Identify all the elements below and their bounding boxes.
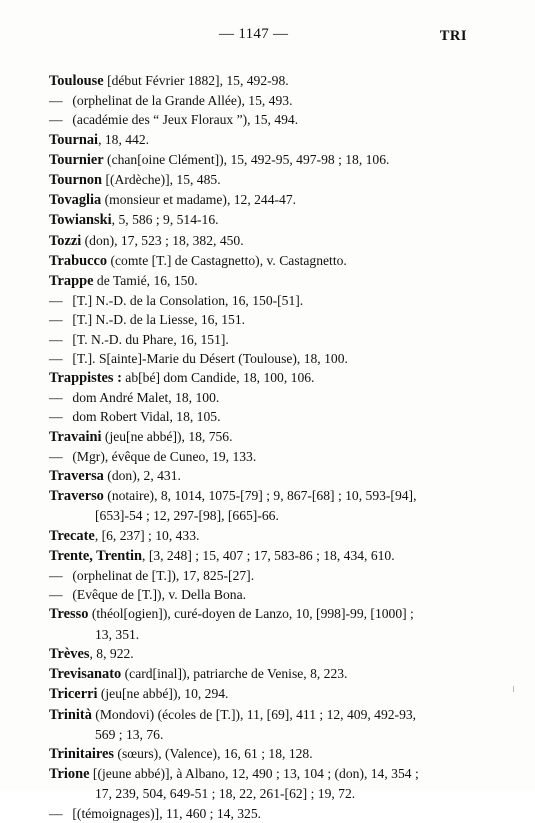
entry-text: [(témoignages)], 11, 460 ; 14, 325. [69,805,262,821]
entry-text: (notaire), 8, 1014, 1075-[79] ; 9, 867-[68] ; 10, 593-[94], [103,488,417,504]
entry-dash: — [49,409,63,425]
entry-line [49,251,489,271]
index-entry [49,705,489,744]
entry-text: (orphelinat de la Grande Allée), 15, 493. [69,93,293,109]
entry-text: (Evêque de [T.]), v. Della Bona. [69,587,247,603]
index-entry [49,764,489,803]
entry-headword: Trappistes : [49,370,122,387]
index-entry [49,130,489,150]
sub-entry [49,585,489,604]
index-entry [49,150,489,170]
sub-entry [49,310,489,329]
entry-headword: Trecate [49,527,95,544]
entry-line [49,664,489,684]
entry-text: [T.] N.-D. de la Consolation, 16, 150-[51]. [69,293,304,309]
entry-headword: Tournon [49,172,103,189]
entry-text: , [3, 248] ; 15, 407 ; 17, 583-86 ; 18, 434, 610. [142,547,395,563]
entry-text: dom André Malet, 18, 100. [69,390,220,406]
index-entry [49,744,489,764]
entry-line [49,546,489,566]
entry-line [49,804,489,823]
entry-text: (académie des “ Jeux Floraux ”), 15, 494. [69,112,299,128]
entry-line [49,150,489,170]
entry-text: de Tamié, 16, 150. [93,273,198,289]
entry-line [49,566,489,585]
entry-headword: Trèves [49,645,90,662]
entry-text: [T.] N.-D. de la Liesse, 16, 151. [69,312,246,328]
entry-line [49,71,489,91]
entry-line [49,91,489,110]
sub-entry [49,407,489,426]
sub-entry [49,447,489,466]
entry-line [49,447,489,466]
entry-line [49,466,489,486]
index-entry [49,684,489,704]
entry-headword: Traversa [49,468,104,485]
entry-text: , 5, 586 ; 9, 514-16. [111,212,219,228]
entry-line [49,764,489,784]
index-entry [49,526,489,546]
entry-headword: Tovaglia [49,192,102,209]
entry-dash: — [49,331,63,347]
entry-text: , [6, 237] ; 10, 433. [94,527,200,543]
index-entry [49,210,489,230]
entry-text: (orphelinat de [T.]), 17, 825-[27]. [69,568,255,584]
entry-continuation: [653]-54 ; 12, 297-[98], [665]-66. [95,508,279,524]
index-entry [49,231,489,251]
entry-line [49,427,489,447]
entry-line [49,486,489,506]
entry-line [49,330,489,349]
sub-entry [49,388,489,407]
entry-text: (Mondovi) (écoles de [T.]), 11, [69], 411 ; 12, 409, 492-93, [91,706,417,722]
index-entry [49,170,489,190]
entry-headword: Tozzi [49,232,82,249]
index-entry [49,466,489,486]
entry-headword: Toulouse [49,73,104,89]
entry-line [49,130,489,150]
entry-headword: Trabucco [49,252,108,269]
entry-headword: Towianski [49,212,112,229]
entry-dash: — [49,112,63,128]
margin-mark [513,686,514,692]
entry-line [49,585,489,604]
index-entry [49,644,489,664]
sub-entry [49,566,489,585]
entry-dash: — [49,448,63,464]
sub-entry [49,91,489,110]
entry-line [49,110,489,129]
sub-entry [49,110,489,129]
entry-line [49,684,489,704]
entry-headword: Trione [49,766,90,783]
entry-line [49,604,489,624]
entry-line [49,170,489,190]
entry-headword: Trinitaires [49,745,115,762]
entry-headword: Tresso [49,606,89,623]
page-header [0,26,535,46]
entry-text: (comte [T.] de Castagnetto), v. Castagnetto. [107,252,347,268]
page-number: — 1147 — [219,26,289,42]
sub-entry [49,804,489,823]
entry-headword: Traverso [49,488,104,505]
entry-continuation: 569 ; 13, 76. [95,726,164,742]
entry-headword: Tricerri [49,686,98,703]
index-entry [49,604,489,643]
entry-dash: — [49,293,63,309]
entry-text: (don), 17, 523 ; 18, 382, 450. [81,232,244,248]
entry-line [49,407,489,426]
entry-line [49,349,489,368]
entry-dash: — [49,93,63,109]
entry-text: (jeu[ne abbé]), 18, 756. [101,428,233,444]
entry-headword: Trinità [49,706,92,723]
index-entry [49,190,489,210]
entry-dash: — [49,312,63,328]
entry-text: [(jeune abbé)], à Albano, 12, 490 ; 13, 104 ; (don), 14, 354 ; [89,766,419,782]
entry-text: (théol[ogien]), curé-doyen de Lanzo, 10, [998]-99, [1000] ; [88,606,414,622]
entry-line [49,705,489,725]
entry-line [49,231,489,251]
index-entry [49,546,489,566]
entry-headword: Tournier [49,151,104,168]
entry-line [49,368,489,388]
entry-text: (chan[oine Clément]), 15, 492-95, 497-98 ; 18, 106. [103,151,390,167]
entry-line [49,190,489,210]
entry-text: (card[inal]), patriarche de Venise, 8, 223. [121,666,348,682]
entry-line [49,526,489,546]
index-entry [49,251,489,271]
entry-headword: Tournai [49,131,99,148]
entry-continuation: 17, 239, 504, 649-51 ; 18, 22, 261-[62] ; 19, 72. [95,786,356,802]
entry-dash: — [49,587,63,603]
entry-dash: — [49,805,63,821]
entry-dash: — [49,390,63,406]
entry-line [49,271,489,291]
entry-text: ab[bé] dom Candide, 18, 100, 106. [121,370,315,386]
sub-entry [49,291,489,310]
entry-dash: — [49,568,63,584]
index-entry [49,664,489,684]
sub-entry [49,349,489,368]
entry-text: (jeu[ne abbé]), 10, 294. [97,686,229,702]
index-entry [49,427,489,447]
entry-headword: Trappe [49,273,94,290]
entry-text: dom Robert Vidal, 18, 105. [69,409,221,425]
entry-text: (don), 2, 431. [103,468,181,484]
entry-line [49,310,489,329]
entry-text: [T. N.-D. du Phare, 16, 151]. [69,331,229,347]
entry-text: , 18, 442. [98,131,150,147]
entry-line [49,644,489,664]
entry-text: [début Février 1882], 15, 492-98. [103,73,289,88]
index-entry [49,71,489,91]
entry-line [49,291,489,310]
index-entry [49,486,489,525]
entry-headword: Trevisanato [49,666,122,683]
entry-dash: — [49,350,63,366]
running-head: TRI [439,28,467,44]
entry-continuation: 13, 351. [95,626,140,642]
entry-headword: Travaini [49,428,102,445]
index-entry [49,271,489,291]
entry-line [49,744,489,764]
entry-text: (monsieur et madame), 12, 244-47. [101,192,297,208]
index-entry [49,368,489,388]
entry-headword: Trente, Trentin [49,547,143,564]
entry-text: , 8, 922. [89,645,134,661]
sub-entry [49,330,489,349]
entry-line [49,210,489,230]
index-entries [49,71,489,823]
entry-text: (Mgr), évêque de Cuneo, 19, 133. [69,448,257,464]
entry-line [49,388,489,407]
entry-text: [(Ardèche)], 15, 485. [102,172,221,188]
entry-text: [T.]. S[ainte]-Marie du Désert (Toulouse), 18, 100. [69,350,348,366]
entry-text: (sœurs), (Valence), 16, 61 ; 18, 128. [114,745,313,761]
